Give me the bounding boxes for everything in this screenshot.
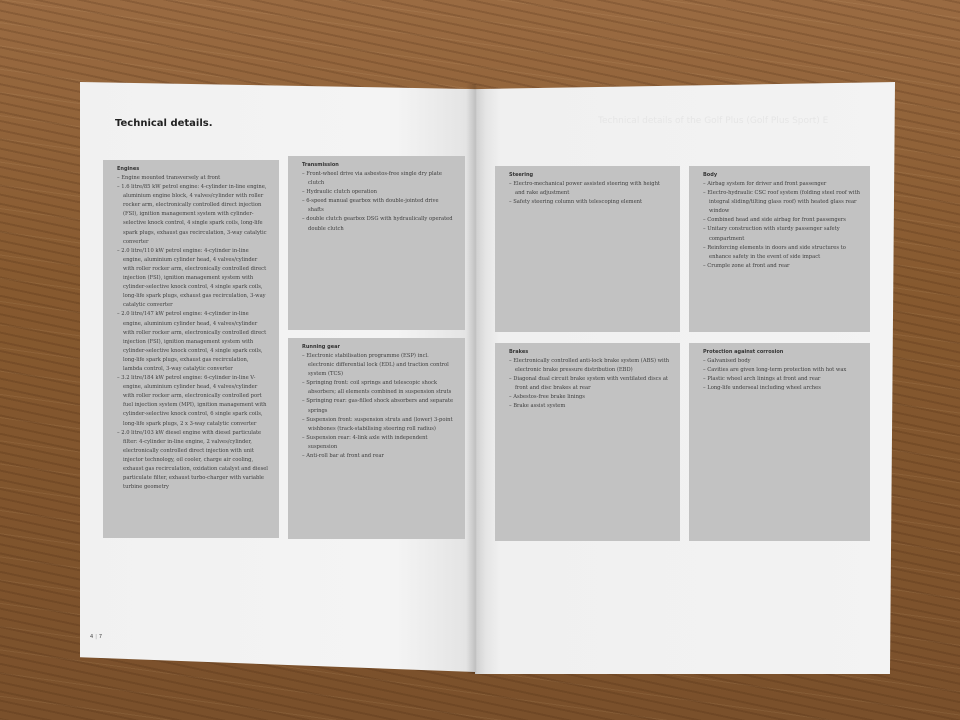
corrosion-list xyxy=(703,357,860,393)
list-item: – Airbag system for driver and front passenger xyxy=(703,180,860,189)
list-item: – Brake assist system xyxy=(509,402,670,411)
list-item: – 2.0 litre/147 kW petrol engine: 4-cylinder in-line engine, aluminium cylinder head, 4 valves/cylinder with roller rocker arm, electronically controlled direct injection (FSI), ignition management system with cylinder-selective knock control, 4 single spark coils, long-life spark plugs, exhaust gas recirculation, lambda control, 3-way catalytic converter xyxy=(117,310,269,374)
list-item: – Front-wheel drive via asbestos-free single dry plate clutch xyxy=(302,170,455,188)
list-item: – Reinforcing elements in doors and side structures to enhance safety in the event of side impact xyxy=(703,244,860,262)
list-item: – Plastic wheel arch linings at front and rear xyxy=(703,375,860,384)
list-item: – Suspension front: suspension struts and (lower) 3-point wishbones (track-stabilising steering roll radius) xyxy=(302,416,455,434)
running-gear-heading: Running gear xyxy=(302,344,340,350)
body-list xyxy=(703,180,860,271)
list-item: – Crumple zone at front and rear xyxy=(703,262,860,271)
list-item: – Unitary construction with sturdy passenger safety compartment xyxy=(703,225,860,243)
brakes-list xyxy=(509,357,670,412)
list-item: – Asbestos-free brake linings xyxy=(509,393,670,402)
list-item: – Long-life underseal including wheel arches xyxy=(703,384,860,393)
list-item: – 2.0 litre/103 kW diesel engine with diesel particulate filter: 4-cylinder in-line engine, 2 valves/cylinder, electronically controlled direct injection with unit injector technology, oil cooler, charge air cooling, exhaust gas recirculation, oxidation catalyst and diesel particulate filter, exhaust turbo-charger with variable turbine geometry xyxy=(117,429,269,493)
list-item: – 1.6 litre/85 kW petrol engine: 4-cylinder in-line engine, aluminium engine block, 4 valves/cylinder with roller rocker arm, electronically controlled direct injection (FSI), ignition management system with cylinder-selective knock control, 4 single spark coils, long-life spark plugs, exhaust gas recirculation, 3-way catalytic converter xyxy=(117,183,269,247)
page-number: 4 xyxy=(90,634,94,640)
engines-list xyxy=(117,174,269,492)
page-folio xyxy=(90,634,102,640)
steering-box xyxy=(495,166,680,332)
transmission-list xyxy=(302,170,455,234)
list-item: – 3.2 litre/184 kW petrol engine: 6-cylinder in-line V-engine, aluminium cylinder head, 4 valves/cylinder with roller rocker arm, electronically controlled port fuel injection system (MPI), ignition management with cylinder-selective knock control, 6 single spark coils, long-life spark plugs, 2 x 3-way catalytic converter xyxy=(117,374,269,429)
body-heading: Body xyxy=(703,172,718,178)
list-item: – Springing front: coil springs and telescopic shock absorbers; all elements combined in suspension struts xyxy=(302,379,455,397)
transmission-heading: Transmission xyxy=(302,162,339,168)
page-title: Technical details. xyxy=(115,118,213,129)
page-gutter-shadow xyxy=(466,84,486,674)
brakes-heading: Brakes xyxy=(509,349,529,355)
corrosion-box xyxy=(689,343,870,541)
running-gear-box xyxy=(288,338,465,539)
list-item: – Springing rear: gas-filled shock absorbers and separate springs xyxy=(302,397,455,415)
list-item: – Diagonal dual circuit brake system with ventilated discs at front and disc brakes at rear xyxy=(509,375,670,393)
list-item: – Suspension rear: 4-link axle with independent suspension xyxy=(302,434,455,452)
brakes-box xyxy=(495,343,680,541)
running-gear-list xyxy=(302,352,455,461)
list-item: – 2.0 litre/110 kW petrol engine: 4-cylinder in-line engine, aluminium cylinder head, 4 valves/cylinder with roller rocker arm, electronically controlled direct injection (FSI), ignition management system with cylinder-selective knock control, 4 single spark coils, long-life spark plugs, exhaust gas recirculation, 3-way catalytic converter xyxy=(117,247,269,311)
list-item: – double clutch gearbox DSG with hydraulically operated double clutch xyxy=(302,215,455,233)
corrosion-heading: Protection against corrosion xyxy=(703,349,784,355)
list-item: – Electronic stabilisation programme (ESP) incl. electronic differential lock (EDL) and traction control system (TCS) xyxy=(302,352,455,379)
list-item: – Electronically controlled anti-lock brake system (ABS) with electronic brake pressure distribution (EBD) xyxy=(509,357,670,375)
list-item: – Hydraulic clutch operation xyxy=(302,188,455,197)
list-item: – Engine mounted transversely at front xyxy=(117,174,269,183)
page-number-next: 7 xyxy=(98,634,103,640)
steering-list xyxy=(509,180,670,207)
list-item: – Galvanised body xyxy=(703,357,860,366)
transmission-box xyxy=(288,156,465,330)
list-item: – Safety steering column with telescoping element xyxy=(509,198,670,207)
engines-heading: Engines xyxy=(117,166,140,172)
list-item: – 6-speed manual gearbox with double-jointed drive shafts xyxy=(302,197,455,215)
body-box xyxy=(689,166,870,332)
list-item: – Cavities are given long-term protection with hot wax xyxy=(703,366,860,375)
faint-right-heading: Technical details of the Golf Plus (Golf Plus Sport) E xyxy=(598,116,829,126)
list-item: – Electro-mechanical power assisted steering with height and rake adjustment xyxy=(509,180,670,198)
list-item: – Electro-hydraulic CSC roof system (folding steel roof with integral sliding/tilting glass roof) with heated glass rear window xyxy=(703,189,860,216)
folio-separator: | xyxy=(95,634,97,640)
engines-box xyxy=(103,160,279,538)
steering-heading: Steering xyxy=(509,172,534,178)
list-item: – Anti-roll bar at front and rear xyxy=(302,452,455,461)
list-item: – Combined head and side airbag for front passengers xyxy=(703,216,860,225)
